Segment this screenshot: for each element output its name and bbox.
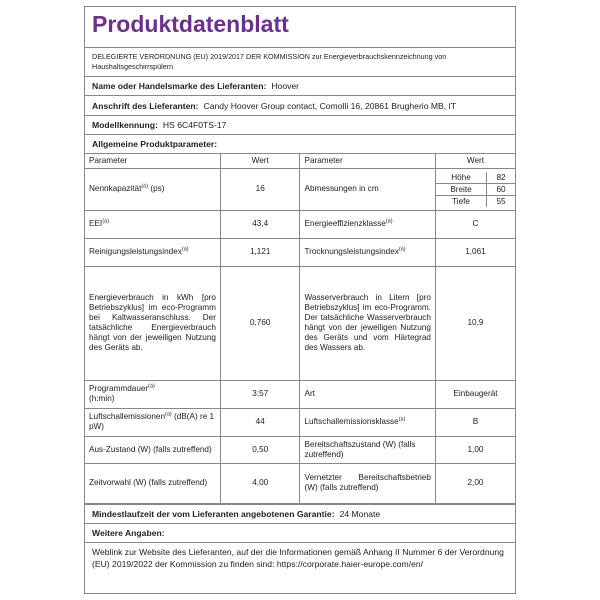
noise-value: 44 bbox=[220, 408, 300, 436]
supplier-row bbox=[85, 76, 515, 95]
header-param-1: Parameter bbox=[85, 154, 220, 168]
table-row bbox=[85, 210, 515, 238]
energy-class-label-cell bbox=[300, 210, 435, 238]
networked-standby-value: 2,00 bbox=[435, 463, 515, 503]
table-row bbox=[85, 266, 515, 380]
noise-class-footnote: (a) bbox=[398, 416, 406, 423]
product-data-sheet bbox=[84, 6, 516, 594]
drying-label: Trocknungsleistungsindex bbox=[304, 247, 399, 257]
capacity-value: 16 bbox=[220, 168, 300, 210]
general-params-row bbox=[85, 134, 515, 153]
capacity-label: Nennkapazität bbox=[89, 184, 142, 194]
program-duration-label-cell bbox=[85, 380, 220, 408]
params-table-wrap bbox=[85, 153, 515, 504]
address-label: Anschrift des Lieferanten: bbox=[92, 100, 199, 111]
table-row bbox=[85, 436, 515, 463]
table-header-row bbox=[85, 154, 515, 168]
width-value: 60 bbox=[487, 183, 515, 195]
cleaning-label: Reinigungsleistungsindex bbox=[89, 247, 182, 257]
networked-standby-label: Vernetzter Bereitschaftsbetrieb (W) (falls zutreffend) bbox=[300, 463, 435, 503]
energy-class-value: C bbox=[435, 210, 515, 238]
width-label: Breite bbox=[436, 183, 487, 195]
drying-value: 1,061 bbox=[435, 238, 515, 266]
dimensions-label: Abmessungen in cm bbox=[300, 168, 435, 210]
address-row bbox=[85, 95, 515, 115]
cleaning-value: 1,121 bbox=[220, 238, 300, 266]
further-info-row bbox=[85, 523, 515, 542]
off-mode-label: Aus-Zustand (W) (falls zutreffend) bbox=[85, 436, 220, 463]
eei-label: EEI bbox=[89, 219, 103, 229]
model-row bbox=[85, 115, 515, 134]
energy-class-label: Energieeffizienzklasse bbox=[304, 219, 386, 229]
energy-consumption-label: Energieverbrauch in kWh [pro Betriebszyklus] im eco-Programm bei Kaltwasseranschluss. Der tatsächliche Energieverbrauch hängt von der jeweiligen Nutzung des Geräts ab. bbox=[85, 266, 220, 380]
eei-value: 43,4 bbox=[220, 210, 300, 238]
height-value: 82 bbox=[487, 172, 515, 184]
type-value: Einbaugerät bbox=[435, 380, 515, 408]
page-title: Produktdatenblatt bbox=[92, 11, 289, 37]
further-info-label: Weitere Angaben: bbox=[92, 527, 165, 538]
table-row bbox=[85, 408, 515, 436]
height-label: Höhe bbox=[436, 172, 487, 184]
capacity-unit: (ps) bbox=[150, 184, 165, 194]
capacity-footnote: (a) bbox=[141, 183, 149, 190]
drying-footnote: (a) bbox=[398, 246, 406, 253]
eei-label-cell bbox=[85, 210, 220, 238]
program-duration-label: Programmdauer bbox=[89, 384, 149, 394]
noise-class-value: B bbox=[435, 408, 515, 436]
water-consumption-value: 10,9 bbox=[435, 266, 515, 380]
program-duration-footnote: (a) bbox=[148, 383, 155, 390]
regulation-subtitle: DELEGIERTE VERORDNUNG (EU) 2019/2017 DER KOMMISSION zur Energieverbrauchskennzeichnung von Haushaltsgeschirrspülern bbox=[85, 47, 515, 76]
general-params-label: Allgemeine Produktparameter: bbox=[92, 139, 218, 150]
type-label: Art bbox=[300, 380, 435, 408]
delay-start-label: Zeitvorwahl (W) (falls zutreffend) bbox=[85, 463, 220, 503]
drying-label-cell bbox=[300, 238, 435, 266]
dimensions-cell bbox=[435, 168, 515, 210]
table-row bbox=[85, 380, 515, 408]
dimensions-table bbox=[436, 172, 515, 207]
header-value-2: Wert bbox=[435, 154, 515, 168]
depth-label: Tiefe bbox=[436, 195, 487, 207]
noise-unit: (dB(A) re 1 pW) bbox=[89, 412, 215, 432]
depth-value: 55 bbox=[487, 195, 515, 207]
water-consumption-label: Wasserverbrauch in Litern [pro Betriebszyklus] im eco-Programm. Der tatsächliche Wasserverbrauch hängt von der jeweiligen Nutzung des Geräts und vom Härtegrad des Wassers ab. bbox=[300, 266, 435, 380]
noise-class-label: Luftschallemissionsklasse bbox=[304, 417, 399, 427]
noise-label-cell bbox=[85, 408, 220, 436]
header-param-2: Parameter bbox=[300, 154, 435, 168]
standby-label: Bereitschaftszustand (W) (falls zutreffend) bbox=[300, 436, 435, 463]
model-value: HS 6C4F0TS-17 bbox=[162, 120, 227, 131]
cleaning-label-cell bbox=[85, 238, 220, 266]
energy-consumption-value: 0,760 bbox=[220, 266, 300, 380]
cleaning-footnote: (a) bbox=[181, 246, 189, 253]
table-row bbox=[85, 463, 515, 503]
table-row bbox=[85, 238, 515, 266]
warranty-value: 24 Monate bbox=[339, 508, 381, 519]
address-value: Candy Hoover Group contact, Comolli 16, 20861 Brugherio MB, IT bbox=[203, 100, 457, 111]
supplier-value: Hoover bbox=[271, 81, 300, 92]
noise-label: Luftschallemissionen bbox=[89, 412, 166, 422]
program-duration-unit: (h:min) bbox=[89, 394, 115, 404]
eei-footnote: (a) bbox=[102, 218, 109, 225]
table-row bbox=[85, 168, 515, 210]
warranty-label: Mindestlaufzeit der vom Lieferanten angebotenen Garantie: bbox=[92, 508, 335, 519]
noise-footnote: (a) bbox=[165, 411, 172, 418]
header-value-1: Wert bbox=[220, 154, 300, 168]
supplier-weblink-text: Weblink zur Website des Lieferanten, auf der die Informationen gemäß Anhang II Nummer 6 der Verordnung (EU) 2019/2022 der Kommission zu finden sind: https://corporate.haier-europe.com/en/ bbox=[85, 542, 515, 573]
delay-start-value: 4,00 bbox=[220, 463, 300, 503]
capacity-label-cell bbox=[85, 168, 220, 210]
standby-value: 1,00 bbox=[435, 436, 515, 463]
supplier-label: Name oder Handelsmarke des Lieferanten: bbox=[92, 81, 267, 92]
off-mode-value: 0,50 bbox=[220, 436, 300, 463]
noise-class-label-cell bbox=[300, 408, 435, 436]
program-duration-value: 3:57 bbox=[220, 380, 300, 408]
warranty-row bbox=[85, 504, 515, 523]
energy-class-footnote: (a) bbox=[385, 218, 393, 225]
model-label: Modellkennung: bbox=[92, 120, 158, 131]
params-table bbox=[85, 154, 515, 504]
